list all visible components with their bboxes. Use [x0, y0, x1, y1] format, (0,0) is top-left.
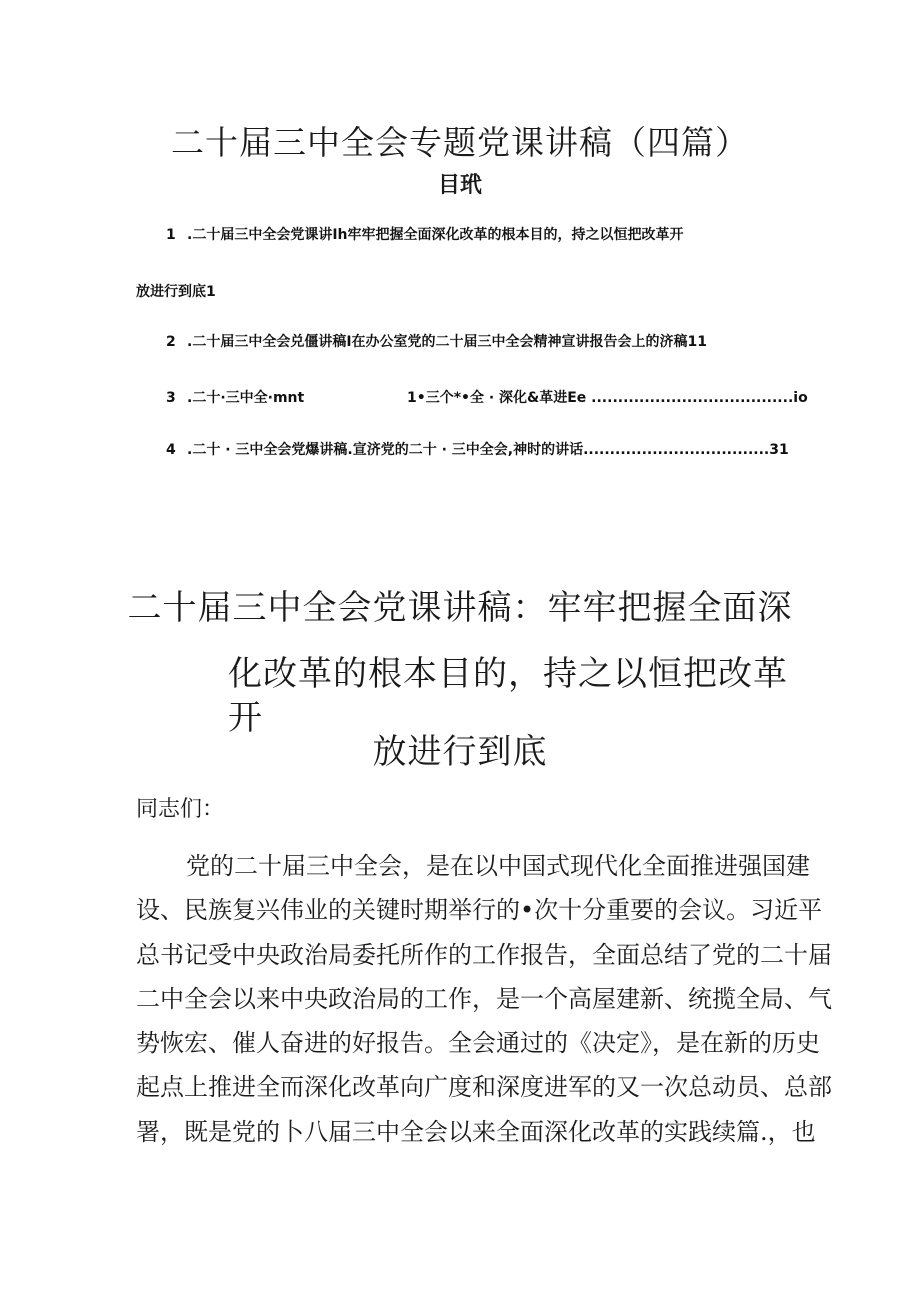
toc-item-text-cont: 放进行到底1 [136, 284, 216, 300]
section-title-line-2: 化改革的根本目的，持之以恒把改革开 [228, 654, 788, 738]
toc-heading: 目玳 [437, 172, 482, 198]
paragraph-line: 总书记受中央政治局委托所作的工作报告，全面总结了党的二十届 [136, 940, 832, 969]
section-title-line-3: 放进行到底 [372, 732, 548, 772]
paragraph-line: 二中全会以来中央政治局的工作，是一个高屋建新、统揽全局、气 [136, 984, 832, 1013]
paragraph-line: 署，既是党的卜八届三中全会以来全面深化改革的实践续篇.，也 [136, 1117, 816, 1146]
body-paragraph [136, 844, 832, 1154]
paragraph-line: 设、民族复兴伟业的关键时期举行的•次十分重要的会议。习近平 [136, 896, 823, 925]
document-title: 二十届三中全会专题党课讲稿（四篇） [171, 123, 749, 162]
section-title-line-1: 二十届三中全会党课讲稿：牢牢把握全面深 [127, 588, 793, 628]
toc-item-number: 1 [166, 227, 176, 243]
toc-item-text: .二十·三中全·mnt [187, 390, 305, 406]
paragraph-line: 党的二十届三中全会，是在以中国式现代化全面推进强国建 [186, 852, 810, 880]
toc-item-text: .二十届三中全会兑僵讲稿I在办公室党的二十届三中全会精神宣讲报告会上的济稿11 [187, 334, 708, 350]
toc-item-number: 2 [166, 334, 176, 350]
toc-item-number: 3 [166, 390, 176, 406]
toc-item-text-tail: 1•三个*•全 · 深化&革进Ee ......................................io [407, 390, 808, 406]
paragraph-line: 起点上推进全而深化改革向广度和深度进军的又一次总动员、总部 [136, 1073, 832, 1102]
toc-item-text: .二十届三中全会党课讲Ih牢牢把握全面深化改革的根本目的，持之以恒把改革开 [187, 227, 684, 243]
toc-item-text: .二十 · 三中全会党爆讲稿.宣济党的二十 · 三中全会,神时的讲话...................................31 [187, 442, 789, 458]
paragraph-line: 势恢宏、催人奋进的好报告。全会通过的《决定》，是在新的历史 [136, 1029, 820, 1058]
salutation: 同志们： [136, 797, 225, 822]
toc-item-number: 4 [166, 442, 176, 458]
